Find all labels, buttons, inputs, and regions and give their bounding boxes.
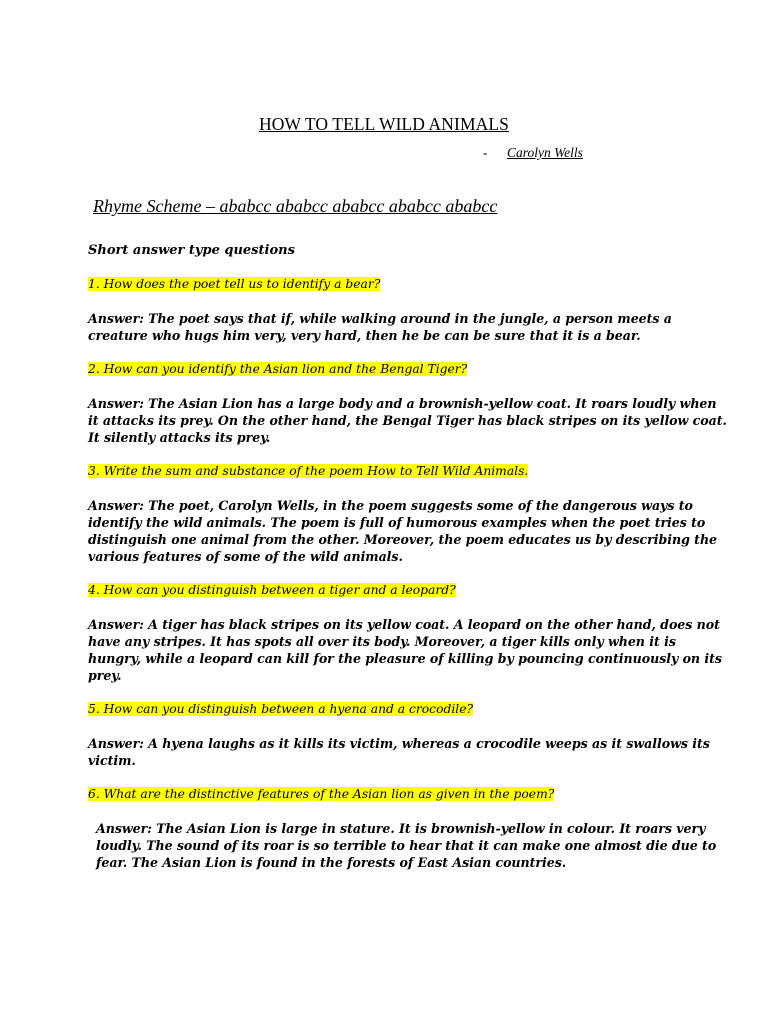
answer-1: Answer: The poet says that if, while walking around in the jungle, a person meets a creature who hugs him very, very hard, then he be can be sure that it is a bear.	[88, 311, 672, 343]
question-4-text: 4. How can you distinguish between a tiger and a leopard?	[88, 583, 456, 597]
question-1	[88, 276, 728, 293]
answer-3: Answer: The poet, Carolyn Wells, in the poem suggests some of the dangerous ways to identify the wild animals. The poem is full of humorous examples when the poet tries to distinguish one animal from the other. Moreover, the poem educates us by describing the various features of some of the wild animals.	[88, 498, 718, 564]
question-6-text: 6. What are the distinctive features of the Asian lion as given in the poem?	[88, 787, 555, 801]
rhyme-scheme: Rhyme Scheme – ababcc ababcc ababcc ababcc ababcc	[93, 196, 498, 216]
page-title: HOW TO TELL WILD ANIMALS	[259, 114, 509, 134]
question-4	[88, 582, 728, 599]
question-2-text: 2. How can you identify the Asian lion and the Bengal Tiger?	[88, 362, 468, 376]
answer-5: Answer: A hyena laughs as it kills its victim, whereas a crocodile weeps as it swallows its victim.	[88, 736, 710, 768]
question-2	[88, 361, 728, 378]
answer-4: Answer: A tiger has black stripes on its yellow coat. A leopard on the other hand, does not have any stripes. It has spots all over its body. Moreover, a tiger kills only when it is hungry, while a leopard can kill for the pleasure of killing by pouncing continuously on its prey.	[88, 617, 722, 683]
question-1-text: 1. How does the poet tell us to identify a bear?	[88, 277, 381, 291]
question-5	[88, 701, 728, 718]
answer-2: Answer: The Asian Lion has a large body and a brownish-yellow coat. It roars loudly when it attacks its prey. On the other hand, the Bengal Tiger has black stripes on its yellow coat. It silently attacks its prey.	[88, 396, 727, 445]
qa-section	[88, 242, 728, 888]
answer-6: Answer: The Asian Lion is large in stature. It is brownish-yellow in colour. It roars very loudly. The sound of its roar is so terrible to hear that it can make one almost die due to fear. The Asian Lion is found in the forests of East Asian countries.	[96, 821, 717, 870]
question-5-text: 5. How can you distinguish between a hyena and a crocodile?	[88, 702, 474, 716]
author-name: Carolyn Wells	[507, 145, 583, 160]
question-3-text: 3. Write the sum and substance of the poem How to Tell Wild Animals.	[88, 464, 529, 478]
author-dash: -	[483, 145, 488, 160]
section-heading: Short answer type questions	[88, 243, 295, 258]
author-line	[483, 145, 583, 161]
question-6	[88, 786, 728, 803]
question-3	[88, 463, 728, 480]
